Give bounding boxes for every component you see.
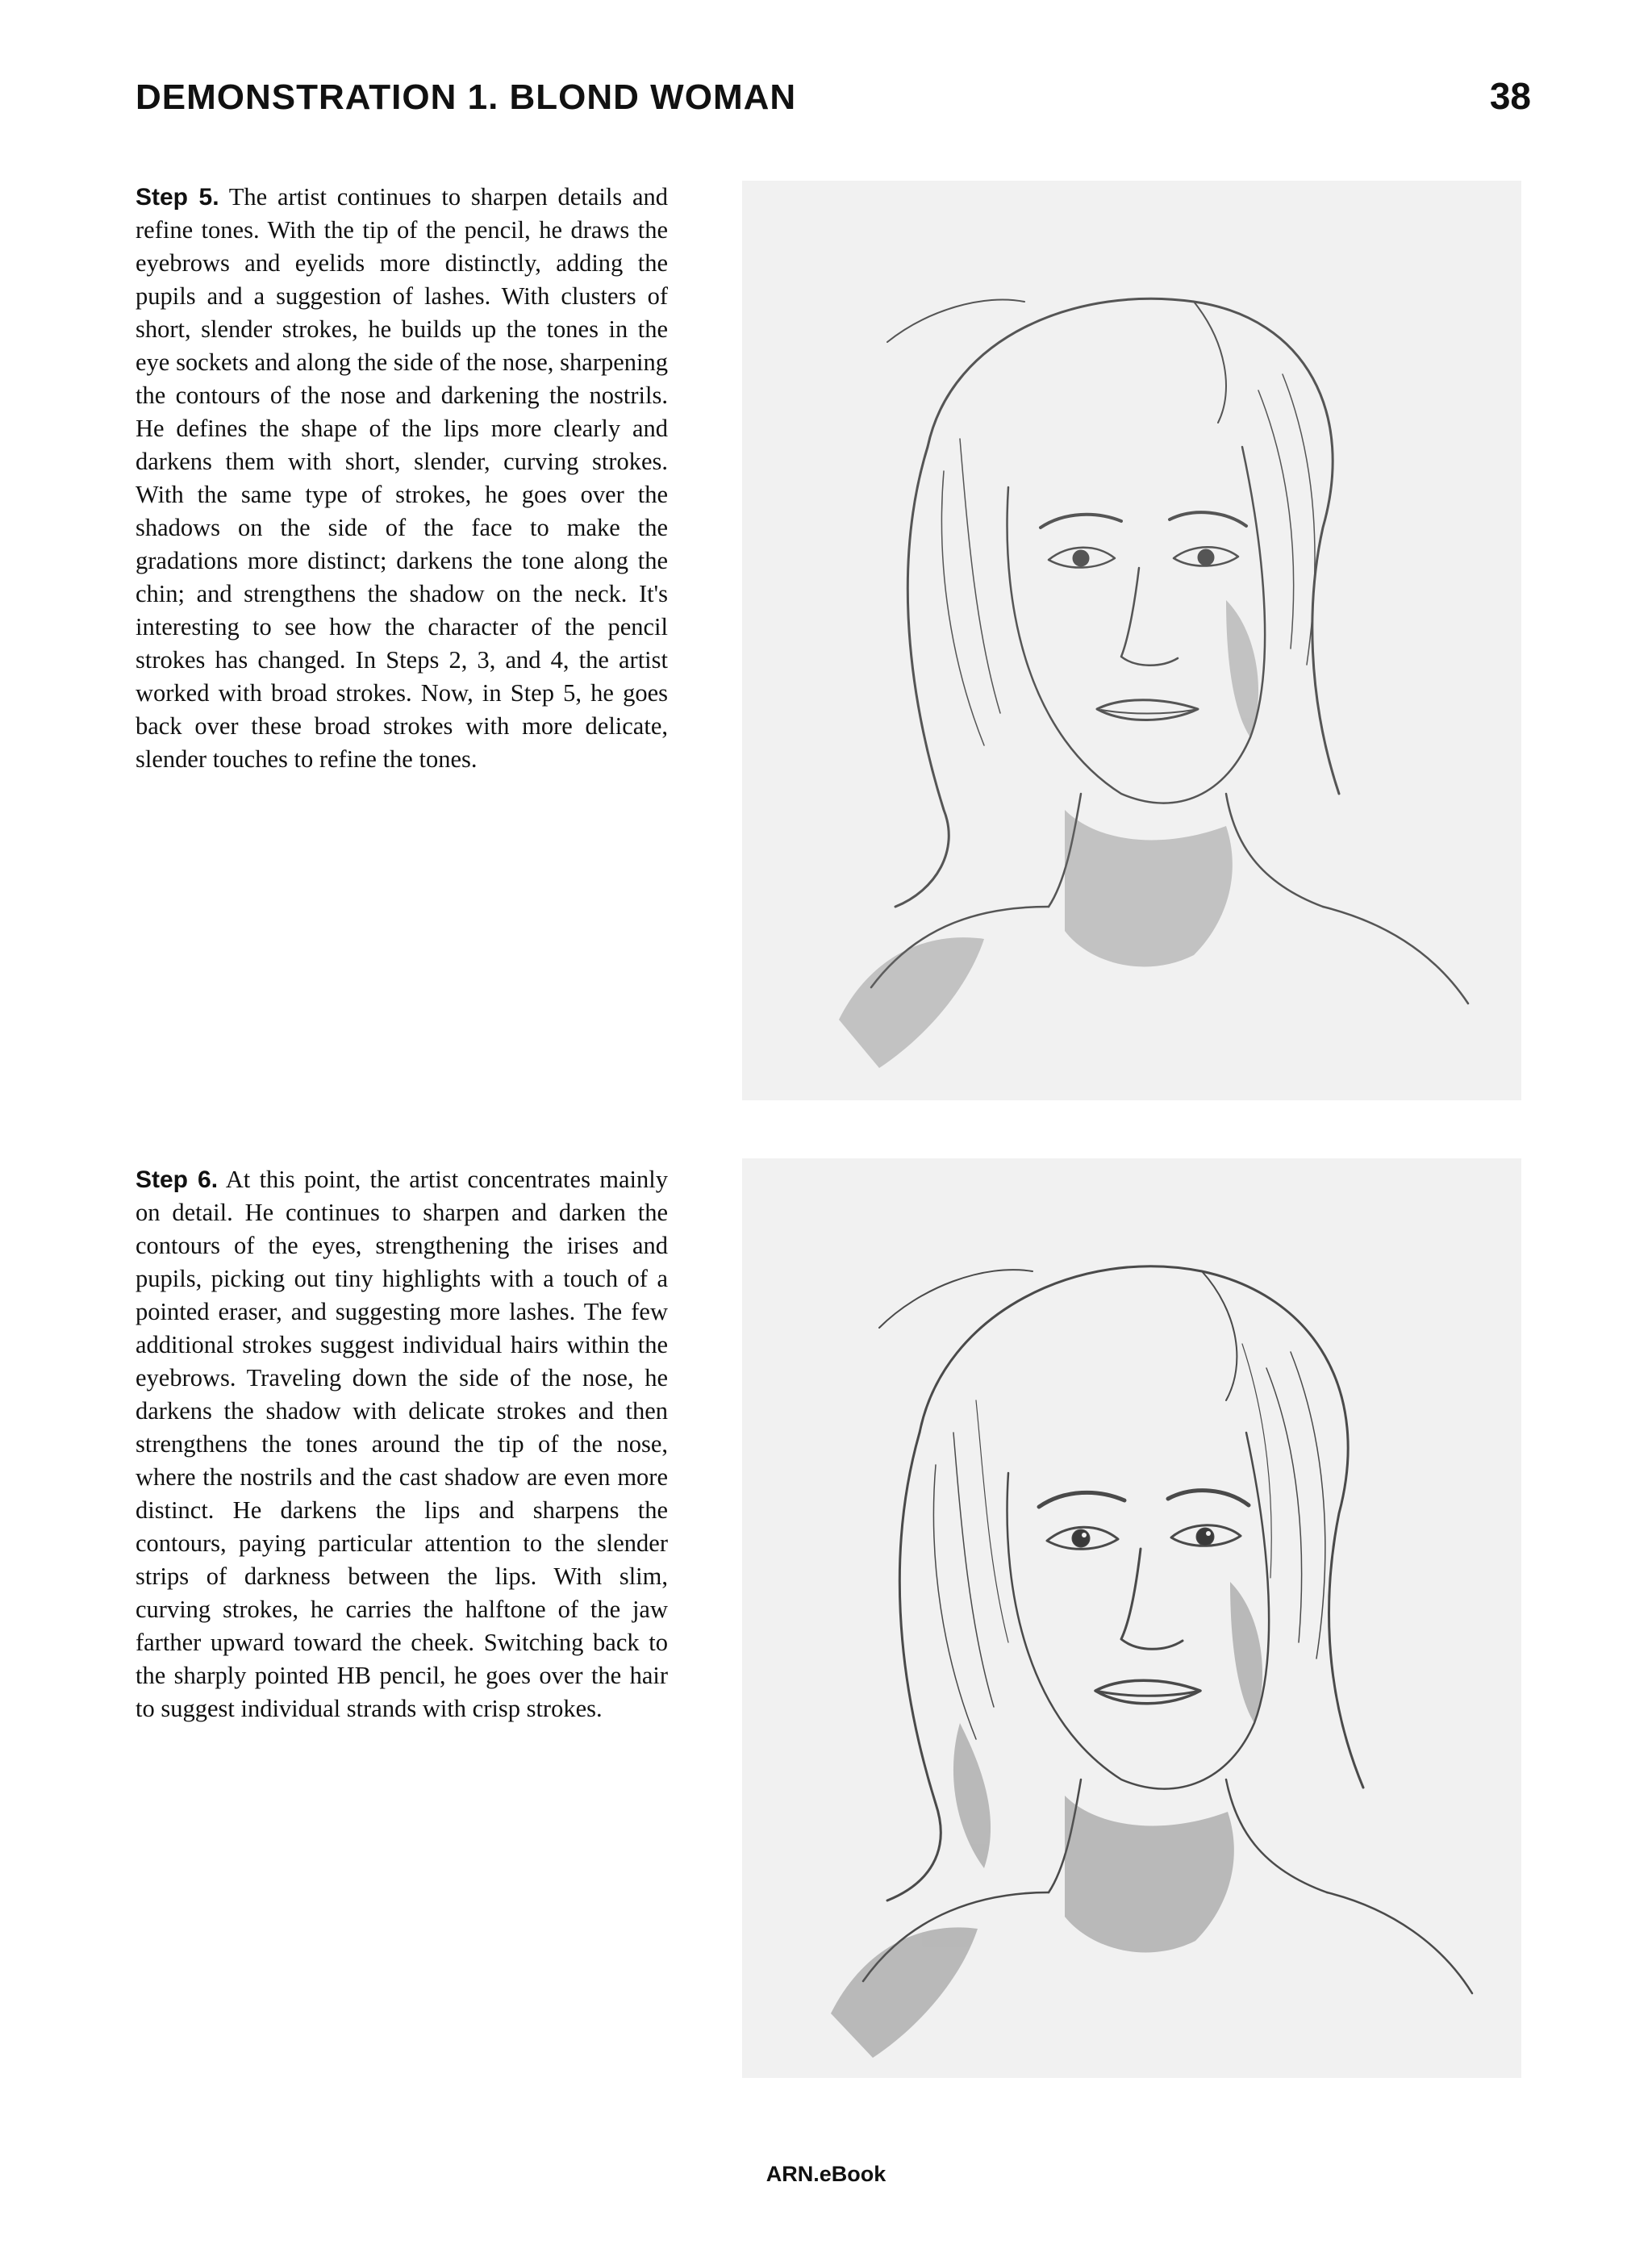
step-6-paragraph (136, 1163, 668, 1725)
page-title: DEMONSTRATION 1. BLOND WOMAN (136, 77, 797, 117)
step-5-portrait-sketch (742, 181, 1521, 1100)
step-6-portrait-sketch (742, 1158, 1521, 2078)
step-6-body: At this point, the artist concentrates mainly on detail. He continues to sharpen and darken the contours of the eyes, strengthening the irises and pupils, picking out tiny highlights with a touch of a pointed eraser, and suggesting more lashes. The few additional strokes suggest individual hairs within the eyebrows. Traveling down the side of the nose, he darkens the shadow with delicate strokes and then strengthens the tones around the tip of the nose, where the nostrils and the cast shadow are even more distinct. He darkens the lips and sharpens the contours, paying particular attention to the slender strips of darkness between the lips. With slim, curving strokes, he carries the halftone of the jaw farther upward toward the cheek. Switching back to the sharply pointed HB pencil, he goes over the hair to suggest individual strands with crisp strokes. (136, 1166, 668, 1722)
step-5-paragraph (136, 181, 668, 776)
step-6-label: Step 6. (136, 1166, 219, 1193)
page-number: 38 (1489, 75, 1531, 117)
step-5-body: The artist continues to sharpen details and refine tones. With the tip of the pencil, he draws the eyebrows and eyelids more distinctly, adding the pupils and a suggestion of lashes. With clusters of short, slender strokes, he builds up the tones in the eye sockets and along the side of the nose, sharpening the contours of the nose and darkening the nostrils. He defines the shape of the lips more clearly and darkens them with short, slender, curving strokes. With the same type of strokes, he goes over the shadows on the side of the face to make the gradations more distinct; darkens the tone along the chin; and strengthens the shadow on the neck. It's interesting to see how the character of the pencil strokes has changed. In Steps 2, 3, and 4, the artist worked with broad strokes. Now, in Step 5, he goes back over these broad strokes with more delicate, slender touches to refine the tones. (136, 183, 668, 773)
footer-credit: ARN.eBook (766, 2162, 886, 2186)
step-5-sketch-image (742, 181, 1521, 1100)
step-5-label: Step 5. (136, 184, 219, 211)
step-6-sketch-image (742, 1158, 1521, 2078)
